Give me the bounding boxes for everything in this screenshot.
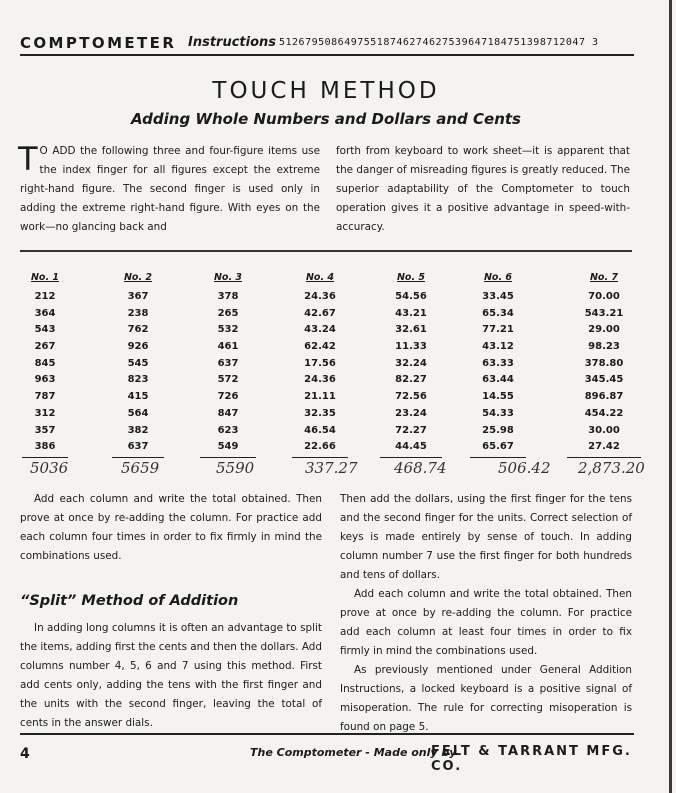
table-cell: 238: [127, 307, 149, 319]
table-cell: 21.11: [304, 391, 336, 403]
table-cell: 623: [217, 424, 239, 436]
table-cell: 54.56: [395, 291, 427, 302]
table-cell: 532: [217, 324, 239, 336]
column-header: No. 7: [589, 272, 618, 283]
table-cell: 726: [217, 391, 239, 403]
table-cell: 926: [127, 341, 149, 353]
intro-paragraph-left: [20, 142, 320, 237]
table-cell: 22.66: [304, 441, 336, 453]
table-cell: 14.55: [482, 391, 514, 403]
table-cell: 212: [34, 291, 56, 302]
table-cell: 23.24: [395, 407, 427, 419]
table-cell: 847: [217, 407, 239, 419]
practice-paragraph: Add each column and write the total obtained. Then prove at once by re-adding the column. For practice add each column at least four times in order to fix firmly in mind the combinations used.: [340, 588, 632, 657]
total-underline: [22, 457, 68, 458]
handwritten-total: 506.42: [498, 459, 551, 477]
table-cell: 27.42: [588, 441, 620, 453]
table-cell: 378: [217, 291, 239, 302]
table-cell: 787: [34, 391, 56, 403]
section-heading-split-method: “Split” Method of Addition: [20, 593, 239, 609]
total-underline: [112, 457, 164, 458]
header-digit-strip: 51267950864975518746274627539647184751398712047 3: [279, 37, 599, 48]
table-column: [290, 272, 350, 456]
table-cell: 367: [127, 291, 149, 302]
table-cell: 357: [34, 424, 56, 436]
section-divider: [20, 250, 632, 252]
table-cell: 29.00: [588, 324, 620, 336]
table-cell: 54.33: [482, 407, 514, 419]
table-cell: 572: [217, 374, 239, 386]
table-cell: 44.45: [395, 441, 427, 453]
dollars-paragraph: Then add the dollars, using the first finger for the tens and the second finger for the units. Correct selection of keys is made entirely by sense of touch. In adding column number 7 use the first finger for both hundreds and tens of dollars.: [340, 493, 632, 581]
table-cell: 543.21: [584, 307, 624, 319]
table-cell: 545: [127, 357, 149, 369]
table-cell: 33.45: [482, 291, 514, 302]
page-edge: [669, 0, 672, 793]
table-cell: 43.24: [304, 324, 336, 336]
table-cell: 25.98: [482, 424, 514, 436]
footer-company: FELT & TARRANT MFG. CO.: [431, 744, 632, 774]
page-title: TOUCH METHOD: [212, 78, 440, 104]
table-cell: 42.67: [304, 307, 336, 319]
table-cell: 267: [34, 341, 56, 353]
table-cell: 382: [127, 424, 149, 436]
page-subtitle: Adding Whole Numbers and Dollars and Cents: [131, 110, 521, 128]
table-cell: 549: [217, 441, 239, 453]
table-cell: 823: [127, 374, 149, 386]
handwritten-total: 2,873.20: [578, 459, 645, 477]
table-cell: 32.61: [395, 324, 427, 336]
total-underline: [567, 457, 641, 458]
table-cell: 77.21: [482, 324, 514, 336]
table-column: [378, 272, 444, 456]
table-cell: 32.24: [395, 357, 427, 369]
table-cell: 543: [34, 324, 56, 336]
total-underline: [292, 457, 348, 458]
column-header: No. 5: [396, 272, 425, 283]
intro-right-text: forth from keyboard to work sheet—it is apparent that the danger of misreading figures is greatly reduced. The superior adaptability of the Comptometer to touch operation gives it a positive advantage in speed-with-accuracy.: [336, 145, 630, 233]
table-cell: 762: [127, 324, 149, 336]
handwritten-total: 468.74: [394, 459, 447, 477]
table-cell: 845: [34, 357, 56, 369]
page-number: 4: [20, 746, 30, 762]
table-cell: 386: [34, 441, 56, 453]
locked-keyboard-paragraph: As previously mentioned under General Addition Instructions, a locked keyboard is a positive signal of misoperation. The rule for correcting misoperation is found on page 5.: [340, 664, 632, 733]
table-cell: 65.34: [482, 307, 514, 319]
left-body-column-1: [20, 490, 322, 566]
table-cell: 415: [127, 391, 149, 403]
table-cell: 63.44: [482, 374, 514, 386]
total-underline: [200, 457, 256, 458]
running-header: [20, 34, 634, 56]
intro-left-text: O ADD the following three and four-figure items use the index finger for all figures except the extreme right-hand figure. The second finger is used only in adding the extreme right-hand figure. With eyes on the work—no glancing back and: [20, 145, 320, 233]
split-method-paragraph: In adding long columns it is often an advantage to split the items, adding first the cents and then the dollars. Add columns number 4, 5, 6 and 7 using this method. First add cents only, adding the tens with the first finger and the units with the second finger, leaving the total of cents in the answer dials.: [20, 622, 322, 729]
handwritten-total: 5036: [30, 459, 69, 477]
footer-rule: [20, 733, 634, 735]
right-body-column: [340, 490, 632, 737]
drop-cap: T: [18, 140, 38, 178]
table-cell: 364: [34, 307, 56, 319]
table-cell: 345.45: [584, 374, 624, 386]
intro-right-column: [336, 142, 630, 237]
table-cell: 72.27: [395, 424, 427, 436]
table-cell: 65.67: [482, 441, 514, 453]
table-cell: 43.21: [395, 307, 427, 319]
table-cell: 312: [34, 407, 56, 419]
table-column: [198, 272, 258, 456]
instruction-paragraph-1: Add each column and write the total obtained. Then prove at once by re-adding the column. For practice add each column four times in order to fix firmly in mind the combinations used.: [20, 493, 322, 562]
handwritten-total: 337.27: [305, 459, 358, 477]
table-cell: 637: [217, 357, 239, 369]
table-cell: 70.00: [588, 291, 620, 302]
table-cell: 17.56: [304, 357, 336, 369]
table-cell: 32.35: [304, 407, 336, 419]
left-body-column-2: [20, 619, 322, 733]
column-header: No. 6: [483, 272, 512, 283]
table-column: [110, 272, 166, 456]
table-cell: 454.22: [584, 407, 624, 419]
section-label: Instructions: [188, 35, 277, 50]
total-underline: [470, 457, 526, 458]
table-cell: 11.33: [395, 341, 427, 353]
intro-left-column: [20, 142, 320, 237]
column-header: No. 3: [213, 272, 242, 283]
table-cell: 461: [217, 341, 239, 353]
table-column: [468, 272, 528, 456]
table-cell: 378.80: [584, 357, 624, 369]
table-cell: 43.12: [482, 341, 514, 353]
table-cell: 30.00: [588, 424, 620, 436]
total-underline: [380, 457, 442, 458]
table-cell: 63.33: [482, 357, 514, 369]
column-header: No. 1: [30, 272, 59, 283]
handwritten-total: 5659: [121, 459, 160, 477]
table-column: [565, 272, 643, 456]
page-footer: [20, 742, 634, 774]
table-cell: 24.36: [304, 374, 336, 386]
table-cell: 265: [217, 307, 239, 319]
table-cell: 46.54: [304, 424, 336, 436]
column-header: No. 4: [305, 272, 334, 283]
brand-name: COMPTOMETER: [20, 34, 177, 52]
table-cell: 82.27: [395, 374, 427, 386]
handwritten-total: 5590: [216, 459, 255, 477]
table-cell: 963: [34, 374, 56, 386]
table-column: [20, 272, 70, 456]
table-cell: 62.42: [304, 341, 336, 353]
table-cell: 896.87: [584, 391, 624, 403]
footer-tagline: The Comptometer - Made only by: [250, 746, 457, 759]
table-cell: 564: [127, 407, 149, 419]
table-cell: 637: [127, 441, 149, 453]
table-cell: 98.23: [588, 341, 620, 353]
table-cell: 24.36: [304, 291, 336, 302]
column-header: No. 2: [123, 272, 152, 283]
table-cell: 72.56: [395, 391, 427, 403]
